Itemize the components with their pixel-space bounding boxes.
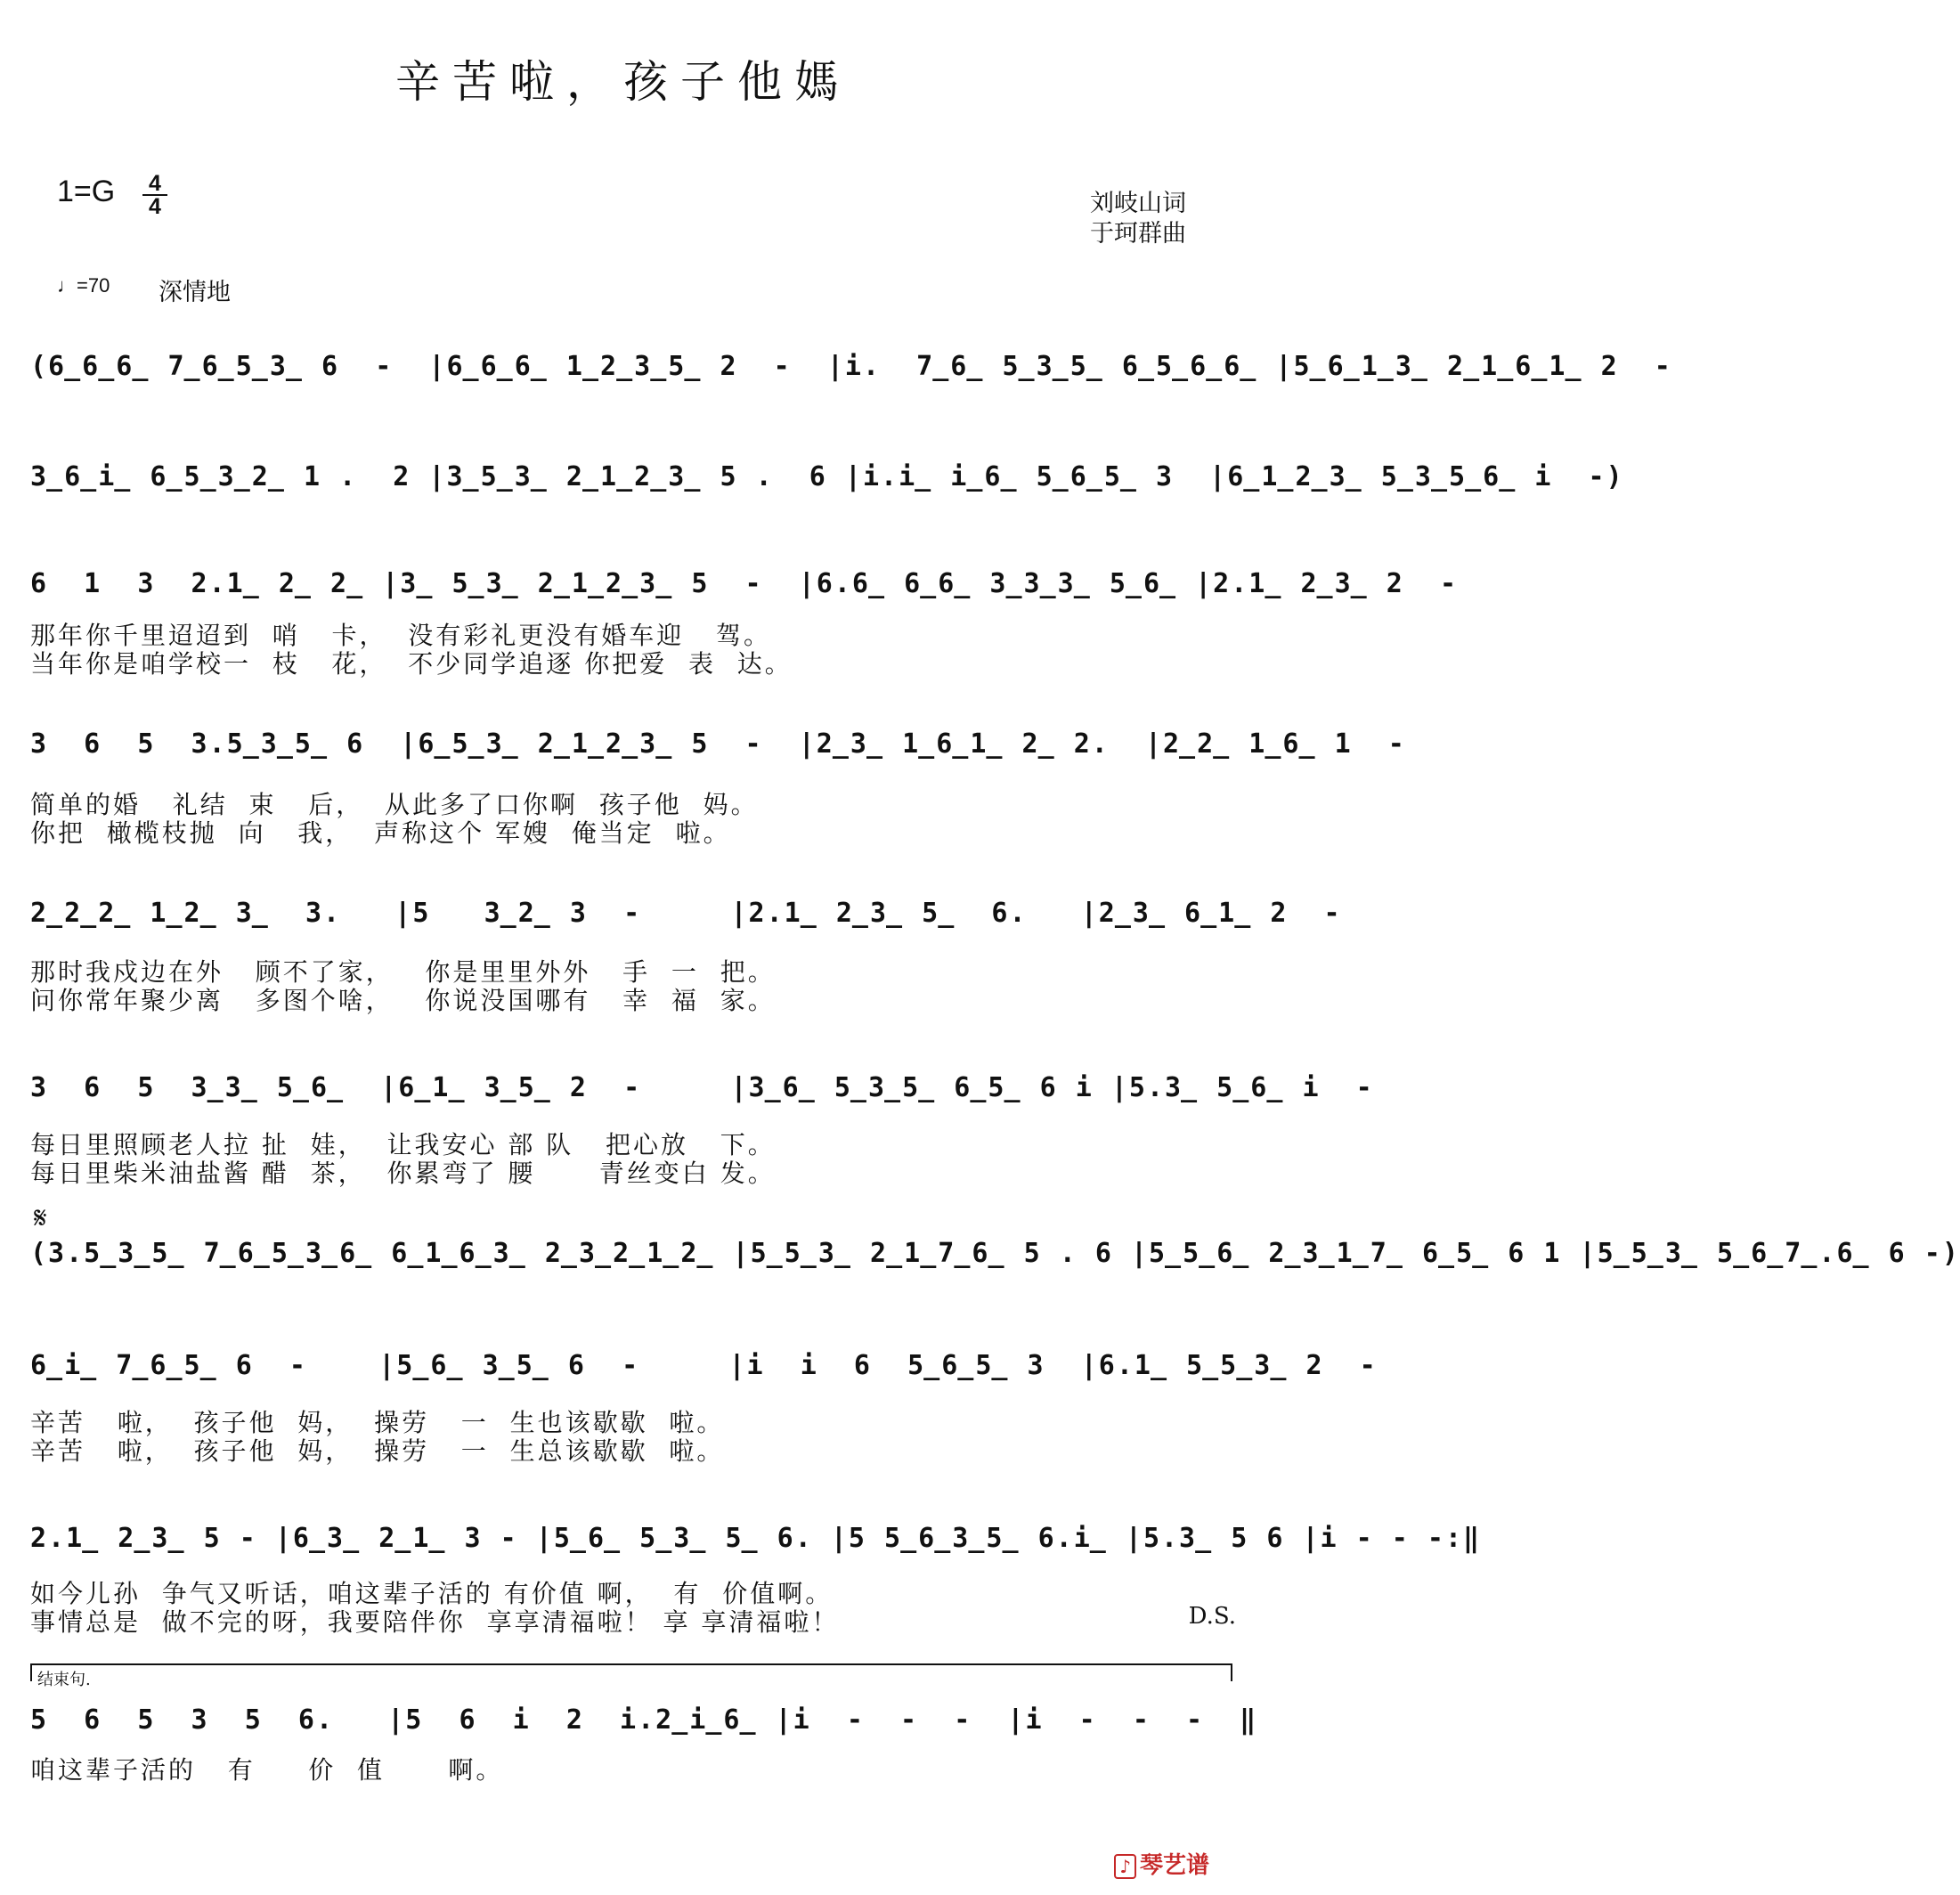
staff-line-2	[30, 454, 1624, 508]
logo-icon: ♪	[1114, 1854, 1136, 1879]
notation-text: 3 6 5 3.5̲3̲5̲ 6 |6̲5̲3̲ 2̲1̲2̲3̲ 5 - |2̲3̲ 1̲6̲1̲ 2̲ 2. |2̲2̲ 1̲6̲ 1 -	[30, 728, 1406, 760]
notation-text: 2.1̲ 2̲3̲ 5 - |6̲3̲ 2̲1̲ 3 - |5̲6̲ 5̲3̲ 5̲ 6. |5 5̲6̲3̲5̲ 6.i̲ |5.3̲ 5 6 |i - - -:‖	[30, 1523, 1482, 1554]
lyric-line: 那时我戍边在外 顾不了家， 你是里里外外 手 一 把。	[30, 957, 776, 987]
notation-text: (6̲6̲6̲ 7̲6̲5̲3̲ 6 - |6̲6̲6̲ 1̲2̲3̲5̲ 2 - |i. 7̲6̲ 5̲3̲5̲ 6̲5̲6̲6̲ |5̲6̲1̲3̲ 2̲1̲6̲1̲ 2 -	[30, 351, 1672, 382]
staff-line-5	[30, 891, 1342, 944]
staff-line-9	[30, 1516, 1482, 1569]
staff-line-10	[30, 1697, 1258, 1751]
ending-bracket	[30, 1663, 1232, 1681]
staff-line-6	[30, 1065, 1374, 1118]
page-title: 辛苦啦，孩子他媽	[395, 56, 851, 108]
notation-text: 6̲i̲ 7̲6̲5̲ 6 - |5̲6̲ 3̲5̲ 6 - |i i 6 5̲6̲5̲ 3 |6.1̲ 5̲5̲3̲ 2 -	[30, 1350, 1378, 1381]
notation-text: 5 6 5 3 5 6. |5 6 i 2 i.2̲i̲6̲ |i - - - |i - - - ‖	[30, 1704, 1258, 1736]
lyric-line: 事情总是 做不完的呀，我要陪伴你 享享清福啦！ 享 享清福啦！	[30, 1607, 840, 1637]
time-signature	[142, 173, 167, 217]
lyric-line: 辛苦 啦， 孩子他 妈， 操劳 一 生总该歇歇 啦。	[30, 1436, 725, 1466]
lyric-line: 当年你是咱学校一 枝 花， 不少同学追逐 你把爱 表 达。	[30, 649, 793, 679]
meter-top: 4	[149, 171, 161, 196]
notation-text: 3̲6̲i̲ 6̲5̲3̲2̲ 1 . 2 |3̲5̲3̲ 2̲1̲2̲3̲ 5 . 6 |i.i̲ i̲6̲ 5̲6̲5̲ 3 |6̲1̲2̲3̲ 5̲3̲5̲6̲ i -)	[30, 461, 1624, 492]
notation-text: 3 6 5 3̲3̲ 5̲6̲ |6̲1̲ 3̲5̲ 2 - |3̲6̲ 5̲3̲5̲ 6̲5̲ 6 i |5.3̲ 5̲6̲ i -	[30, 1072, 1374, 1103]
lyric-line: 那年你千里迢迢到 哨 卡， 没有彩礼更没有婚车迎 驾。	[30, 621, 772, 650]
staff-line-3	[30, 561, 1459, 614]
notation-text: (3.5̲3̲5̲ 7̲6̲5̲3̲6̲ 6̲1̲6̲3̲ 2̲3̲2̲1̲2̲ |5̲5̲3̲ 2̲1̲7̲6̲ 5 . 6 |5̲5̲6̲ 2̲3̲1̲7̲ 6̲5̲ 6 1 |5̲5̲3̲ 5̲6̲7̲.6̲ 6 -)	[30, 1238, 1960, 1269]
staff-line-4	[30, 721, 1406, 775]
watermark-logo	[1114, 1847, 1209, 1880]
lyric-line: 咱这辈子活的 有 价 值 啊。	[30, 1755, 504, 1785]
lyric-line: 如今儿孙 争气又听话，咱这辈子活的 有价值 啊， 有 价值啊。	[30, 1579, 834, 1608]
composer-credit: 于珂群曲	[1090, 220, 1186, 248]
lyric-line: 每日里柴米油盐酱 醋 茶， 你累弯了 腰 青丝变白 发。	[30, 1159, 776, 1188]
lyric-line: 辛苦 啦， 孩子他 妈， 操劳 一 生也该歇歇 啦。	[30, 1408, 725, 1437]
lyricist-credit: 刘岐山词	[1090, 190, 1186, 217]
dal-segno-mark: D.S.	[1188, 1603, 1236, 1630]
lyric-line: 你把 橄榄枝抛 向 我， 声称这个 军嫂 俺当定 啦。	[30, 818, 731, 848]
notation-text: 6 1 3 2.1̲ 2̲ 2̲ |3̲ 5̲3̲ 2̲1̲2̲3̲ 5 - |6.6̲ 6̲6̲ 3̲3̲3̲ 5̲6̲ |2.1̲ 2̲3̲ 2 -	[30, 568, 1459, 599]
lyric-line: 每日里照顾老人拉 扯 娃， 让我安心 部 队 把心放 下。	[30, 1130, 776, 1159]
segno-sign: 𝄋	[34, 1200, 47, 1236]
key-signature: 1=G	[57, 175, 116, 208]
lyric-line: 问你常年聚少离 多图个啥， 你说没国哪有 幸 福 家。	[30, 986, 776, 1015]
tempo-marking: ♩=70	[57, 274, 110, 297]
staff-line-7	[30, 1231, 1960, 1284]
meter-bottom: 4	[142, 194, 167, 217]
staff-line-1	[30, 344, 1672, 397]
lyric-line: 简单的婚 礼结 束 后， 从此多了口你啊 孩子他 妈。	[30, 790, 759, 819]
expression-marking: 深情地	[159, 279, 231, 306]
watermark-text: 琴艺谱	[1139, 1852, 1209, 1879]
staff-line-8	[30, 1343, 1378, 1396]
notation-text: 2̲2̲2̲ 1̲2̲ 3̲ 3. |5 3̲2̲ 3 - |2.1̲ 2̲3̲ 5̲ 6. |2̲3̲ 6̲1̲ 2 -	[30, 898, 1342, 929]
ending-label: 结束句.	[37, 1671, 91, 1689]
